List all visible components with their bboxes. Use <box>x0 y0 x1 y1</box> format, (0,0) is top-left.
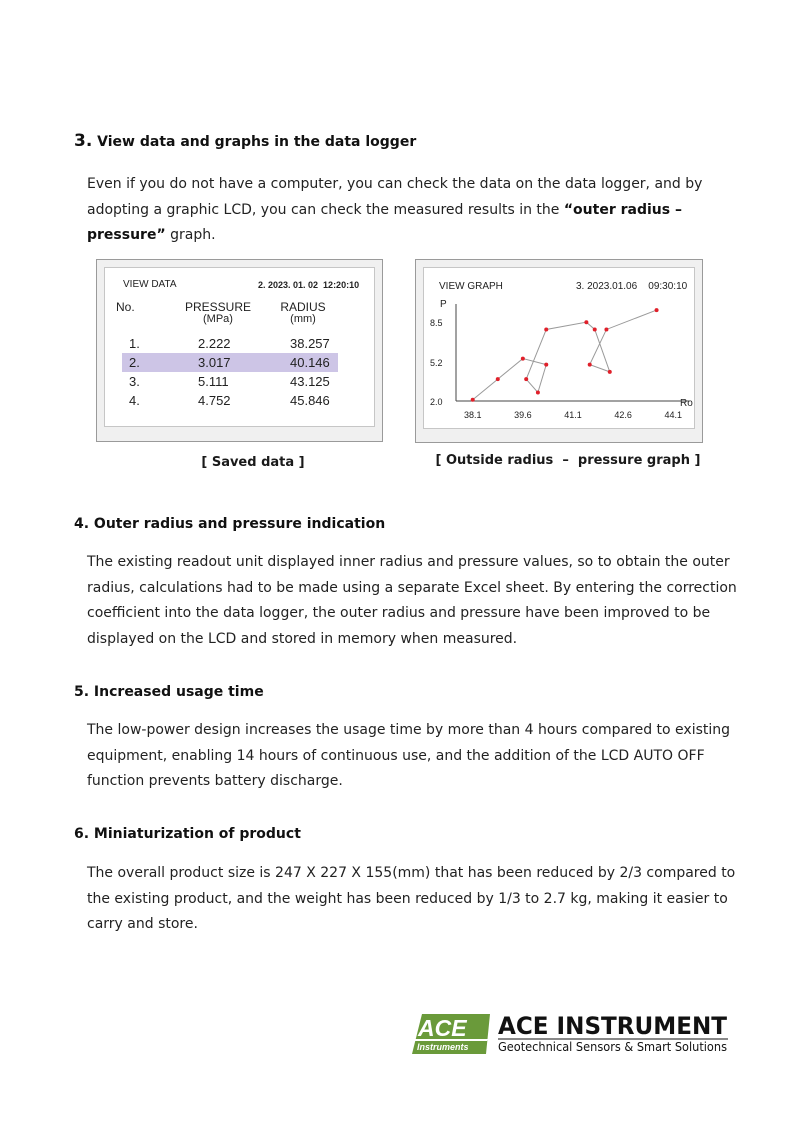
table-row <box>122 372 338 391</box>
data-point <box>524 377 528 381</box>
series-line <box>473 310 657 400</box>
col-header-no-label: No. <box>116 300 135 314</box>
section-3-heading <box>74 131 416 151</box>
col-header-no <box>116 301 135 313</box>
table-row <box>122 334 338 353</box>
table-row <box>122 391 338 410</box>
y-tick-label: 8.5 <box>430 318 443 329</box>
view-graph-timestamp: 3. 2023.01.06 09:30:10 <box>576 281 688 292</box>
x-tick-label: 41.1 <box>564 410 582 420</box>
row-pressure: 4.752 <box>198 393 231 408</box>
section-5-heading: 5. Increased usage time <box>74 684 264 700</box>
y-tick-label: 2.0 <box>430 397 443 407</box>
data-point <box>536 391 540 395</box>
view-data-panel <box>96 259 383 442</box>
row-no: 2. <box>129 355 140 370</box>
row-no: 3. <box>129 374 140 389</box>
section-3-number: 3. <box>74 131 93 151</box>
section-3-text-bold: “outer radius – pressure” <box>87 201 682 243</box>
data-point <box>655 308 659 312</box>
data-point <box>471 398 475 402</box>
data-point <box>588 363 592 367</box>
col-header-radius-label: RADIUS <box>280 300 326 314</box>
row-radius: 40.146 <box>290 355 330 370</box>
section-6-paragraph: The overall product size is 247 X 227 X 155(mm) that has been reduced by 2/3 compared to the existing product, and the weight has been reduced by 1/3 to 2.7 kg, making it easier to carry and store. <box>87 865 736 932</box>
x-tick-label: 42.6 <box>614 410 632 420</box>
view-data-screen <box>104 267 375 427</box>
row-radius: 38.257 <box>290 336 330 351</box>
section-3-text-start: Even if you do not have a computer, you can check the data on the data logger, and by adopting a graphic LCD, you can check the measured results in the <box>87 176 703 218</box>
section-3-paragraph <box>87 172 737 249</box>
x-axis-label: Ro <box>680 398 693 409</box>
section-4-heading: 4. Outer radius and pressure indication <box>74 516 386 532</box>
table-row-selected <box>122 353 338 372</box>
logo-badge-instruments: Instruments <box>417 1042 469 1052</box>
section-5-paragraph: The low-power design increases the usage time by more than 4 hours compared to existing equipment, enabling 14 hours of continuous use, and the addition of the LCD AUTO OFF function prevents battery discharge. <box>87 722 731 789</box>
data-point <box>521 357 525 361</box>
y-axis-label: P <box>440 299 447 310</box>
view-graph-panel <box>415 259 703 443</box>
col-header-radius <box>271 301 335 325</box>
logo-company-name: ACE INSTRUMENT <box>498 1014 728 1040</box>
row-pressure: 2.222 <box>198 336 231 351</box>
row-pressure: 3.017 <box>198 355 231 370</box>
data-point <box>584 320 588 324</box>
view-data-title: VIEW DATA <box>123 279 177 290</box>
row-no: 1. <box>129 336 140 351</box>
data-point <box>604 327 608 331</box>
ace-instrument-logo <box>412 1014 730 1058</box>
x-tick-label: 39.6 <box>514 410 532 420</box>
logo-graphic <box>412 1014 730 1054</box>
row-no: 4. <box>129 393 140 408</box>
col-header-pressure-unit: (MPa) <box>203 313 233 325</box>
col-header-pressure-label: PRESSURE <box>184 300 252 314</box>
view-graph-title: VIEW GRAPH <box>439 281 503 292</box>
col-header-pressure <box>175 301 261 325</box>
section-3-title: View data and graphs in the data logger <box>97 134 417 150</box>
y-tick-label: 5.2 <box>430 358 443 369</box>
data-point <box>544 327 548 331</box>
data-point <box>496 377 500 381</box>
section-6-heading: 6. Miniaturization of product <box>74 826 301 842</box>
section-3-text-end: graph. <box>165 227 216 243</box>
data-point <box>544 363 548 367</box>
x-tick-label: 44.1 <box>664 410 683 420</box>
logo-tagline: Geotechnical Sensors & Smart Solutions <box>498 1040 727 1054</box>
row-pressure: 5.111 <box>198 374 229 389</box>
logo-badge-ace: ACE <box>418 1015 467 1041</box>
data-point <box>608 370 612 374</box>
outer-radius-pressure-chart <box>424 268 694 428</box>
x-tick-label: 38.1 <box>463 410 482 420</box>
col-header-radius-unit: (mm) <box>290 313 316 325</box>
saved-data-caption: [ Saved data ] <box>201 455 305 470</box>
view-data-timestamp: 2. 2023. 01. 02 12:20:10 <box>258 280 360 290</box>
view-graph-screen <box>423 267 695 429</box>
graph-caption: [ Outside radius – pressure graph ] <box>435 453 701 468</box>
data-point <box>593 327 597 331</box>
section-4-paragraph: The existing readout unit displayed inner radius and pressure values, so to obtain the outer radius, calculations had to be made using a separate Excel sheet. By entering the correction coefficient into the data logger, the outer radius and pressure have been improved to be displayed on the LCD and stored in memory when measured. <box>87 554 737 647</box>
row-radius: 43.125 <box>290 374 330 389</box>
row-radius: 45.846 <box>290 393 330 408</box>
